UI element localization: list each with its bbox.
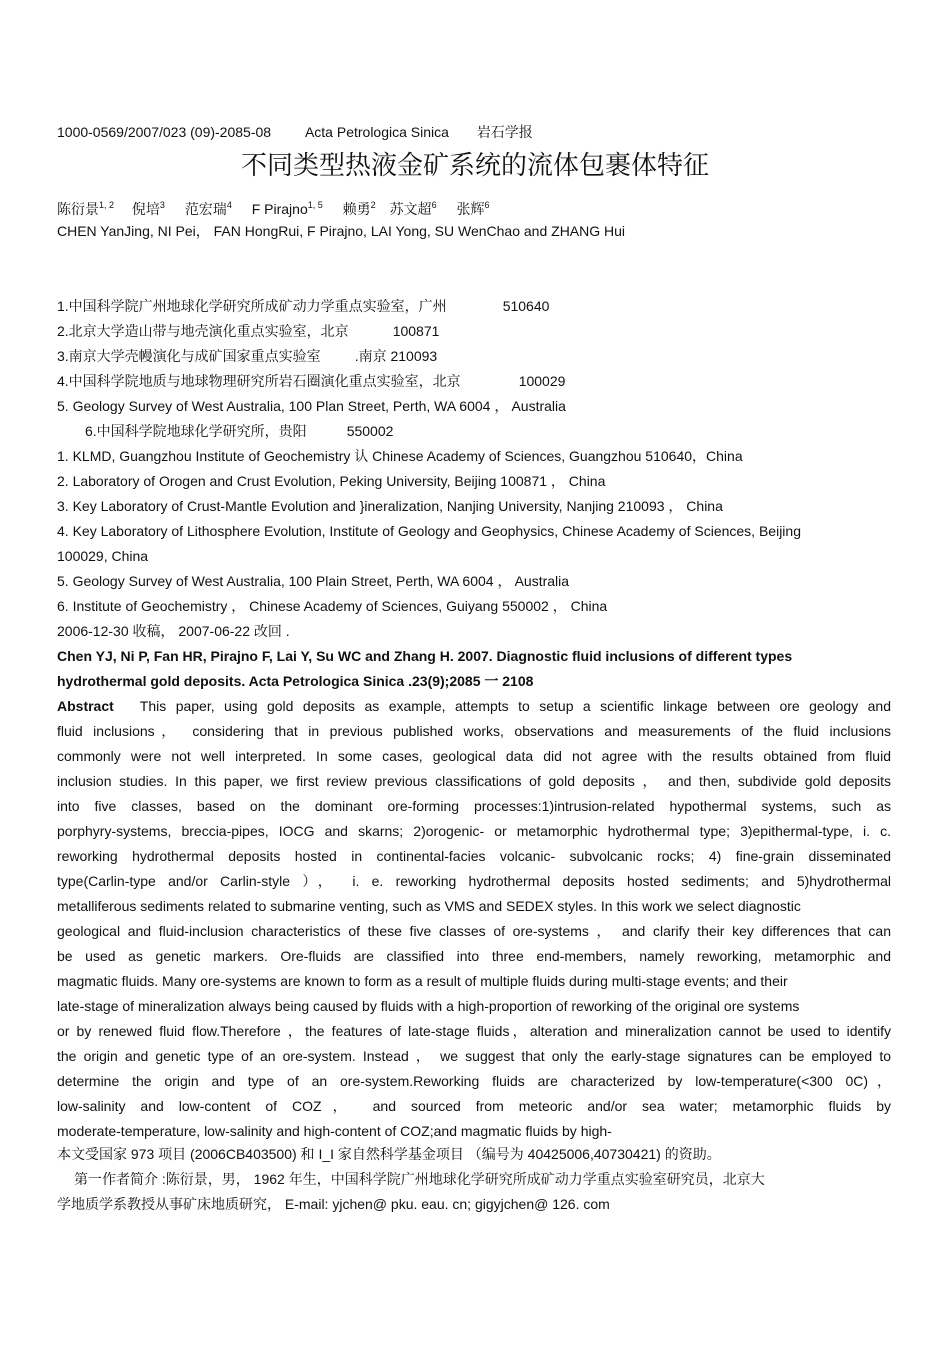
affiliation-en-3: 3. Key Laboratory of Crust-Mantle Evolution and }ineralization, Nanjing University, Nanjing 210093 ， China xyxy=(57,498,723,514)
journal-name-en: Acta Petrologica Sinica xyxy=(304,124,449,140)
journal-header xyxy=(57,123,533,141)
affiliation-en-5: 5. Geology Survey of West Australia, 100 Plain Street, Perth, WA 6004 ， Australia xyxy=(57,573,570,589)
abstract-line-10: geological and fluid-inclusion characteristics of these five classes of ore-systems ， and clarify their key differences that can xyxy=(57,923,891,939)
citation-line-1: Chen YJ, Ni P, Fan HR, Pirajno F, Lai Y, Su WC and Zhang H. 2007. Diagnostic fluid inclusions of different types xyxy=(57,648,793,664)
funding-note: 本文受国家 973 项目 (2006CB403500) 和 I_I 家自然科学基金项目 （编号为 40425006,40730421) 的资助。 xyxy=(57,1146,721,1162)
affiliation-en-1: 1. KLMD, Guangzhou Institute of Geochemistry 认 Chinese Academy of Sciences, Guangzhou 510640，China xyxy=(57,448,743,464)
author-list-cn xyxy=(57,196,489,218)
abstract-line-18: moderate-temperature, low-salinity and high-content of COZ;and magmatic fluids by high- xyxy=(57,1123,612,1139)
abstract-line-11: be used as genetic markers. Ore-fluids are classified into three end-members, namely reworking, metamorphic and xyxy=(57,948,891,964)
affiliation-cn-6: 6.中国科学院地球化学研究所，贵阳 550002 xyxy=(85,423,394,439)
affiliation-cn-1: 1.中国科学院广州地球化学研究所成矿动力学重点实验室，广州 510640 xyxy=(57,298,550,314)
abstract-line-9: metalliferous sediments related to submarine venting, such as VMS and SEDEX styles. In this work we select diagnostic xyxy=(57,898,801,914)
issn: 1000-0569/2007/023 (09)-2085-08 xyxy=(57,124,272,140)
author-4: F Pirajno$^{1, 5}$ xyxy=(251,200,323,217)
author-list-en: CHEN YanJing, NI Pei， FAN HongRui, F Pirajno, LAI Yong, SU WenChao and ZHANG Hui xyxy=(57,223,626,239)
abstract-line-12: magmatic fluids. Many ore-systems are known to form as a result of multiple fluids during multi-stage events; and their xyxy=(57,973,788,989)
affiliation-en-2: 2. Laboratory of Orogen and Crust Evolution, Peking University, Beijing 100871 ， China xyxy=(57,473,606,489)
abstract-line-8: type(Carlin-type and/or Carlin-style ）， i. e. reworking hydrothermal deposits hosted sediments; and 5)hydrothermal xyxy=(57,873,891,889)
affiliation-en-6: 6. Institute of Geochemistry ， Chinese Academy of Sciences, Guiyang 550002 ， China xyxy=(57,598,608,614)
abstract-line-17: low-salinity and low-content of COZ， and sourced from meteoric and/or sea water; metamorphic fluids by xyxy=(57,1098,891,1114)
author-7: 张辉$^6$ xyxy=(456,200,490,217)
abstract-line-6: porphyry-systems, breccia-pipes, IOCG and skarns; 2)orogenic- or metamorphic hydrothermal type; 3)epithermal-type, i. c. xyxy=(57,823,891,839)
author-2: 倪培$^3$ xyxy=(131,200,165,217)
citation-line-2: hydrothermal gold deposits. Acta Petrologica Sinica .23(9);2085 一 2108 xyxy=(57,673,534,689)
affiliation-cn-3: 3.南京大学壳幔演化与成矿国家重点实验室 .南京 210093 xyxy=(57,348,438,364)
affiliation-cn-2: 2.北京大学造山带与地壳演化重点实验室，北京 100871 xyxy=(57,323,440,339)
author-bio-line-2: 学地质学系教授从事矿床地质研究， E-mail: yjchen@ pku. eau. cn; gigyjchen@ 126. com xyxy=(57,1196,610,1212)
abstract-line-1: Abstract This paper, using gold deposits as example, attempts to setup a scientific linkage between ore geology and xyxy=(57,698,891,714)
author-3: 范宏瑞$^4$ xyxy=(184,200,232,217)
abstract-line-16: determine the origin and type of an ore-system.Reworking fluids are characterized by low-temperature(<300 0C)， xyxy=(57,1073,891,1089)
abstract-line-2: fluid inclusions， considering that in previous published works, observations and measurements of the fluid inclusions xyxy=(57,723,891,739)
affiliation-cn-5: 5. Geology Survey of West Australia, 100 Plan Street, Perth, WA 6004 ， Australia xyxy=(57,398,566,414)
affiliation-en-4-cont: 100029, China xyxy=(57,548,149,564)
journal-name-cn: 岩石学报 xyxy=(476,124,533,140)
received-revised-dates: 2006-12-30 收稿， 2007-06-22 改回 . xyxy=(57,623,290,639)
abstract-line-5: into five classes, based on the dominant ore-forming processes:1)intrusion-related hypothermal systems, such as xyxy=(57,798,891,814)
author-1: 陈衍景$^{1, 2}$ xyxy=(57,200,115,217)
affiliation-en-4: 4. Key Laboratory of Lithosphere Evolution, Institute of Geology and Geophysics, Chinese Academy of Sciences, Beijing xyxy=(57,523,801,539)
abstract-line-3: commonly were not well interpreted. In some cases, geological data did not agree with the results obtained from fluid xyxy=(57,748,891,764)
abstract-line-14: or by renewed fluid flow.Therefore ，the features of late-stage fluids，alteration and mineralization cannot be used to identify xyxy=(57,1023,891,1039)
abstract-label: Abstract xyxy=(57,698,114,714)
abstract-line-13: late-stage of mineralization always being caused by fluids with a high-proportion of reworking of the original ore systems xyxy=(57,998,800,1014)
abstract-line-7: reworking hydrothermal deposits hosted in continental-facies volcanic- subvolcanic rocks; 4) fine-grain disseminated xyxy=(57,848,891,864)
author-6: 苏文超$^6$ xyxy=(389,200,437,217)
affiliation-cn-4: 4.中国科学院地质与地球物理研究所岩石圈演化重点实验室，北京 100029 xyxy=(57,373,566,389)
author-bio-line-1: 第一作者简介 :陈衍景，男， 1962 年生，中国科学院广州地球化学研究所成矿动力学重点实验室研究员，北京大 xyxy=(74,1171,765,1187)
paper-title: 不同类型热液金矿系统的流体包裹体特征 xyxy=(240,151,709,181)
abstract-line-15: the origin and genetic type of an ore-system. Instead ， we suggest that only the early-stage signatures can be employed to xyxy=(57,1048,891,1064)
author-5: 赖勇$^2$ xyxy=(342,200,376,217)
abstract-line-4: inclusion studies. In this paper, we first review previous classifications of gold deposits ， and then, subdivide gold deposits xyxy=(57,773,891,789)
